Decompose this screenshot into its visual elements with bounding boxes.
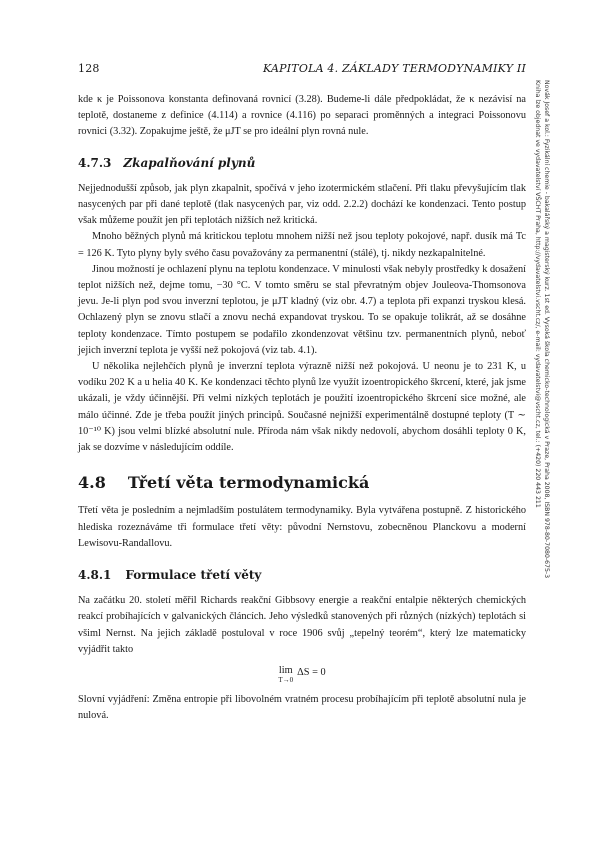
page-body [78, 92, 526, 725]
equation-body: ΔS = 0 [297, 667, 326, 679]
section-title: Zkapalňování plynů [123, 155, 256, 170]
section-number: 4.8.1 [78, 568, 112, 583]
page-header [78, 62, 526, 75]
lim-text: lim [278, 665, 293, 677]
paragraph: Nejjednodušší způsob, jak plyn zkapalnit, spočívá v jeho izotermickém stlačení. Při tlaku převyšujícím tlak nasycených par při dané teplotě (tlak nasycených par, viz odd. 2.2.2) dochází ke kondenzaci. Tento postup však můžeme použít jen při teplotách nižších než kritická. [78, 182, 526, 227]
section-number: 4.8 [78, 473, 106, 493]
paragraph: Jinou možností je ochlazení plynu na teplotu kondenzace. V minulosti však nebyly prostředky k dosažení teplot nižších než, dejme tomu, −30 °C. V tomto směru se stal převratným objev Jouleova-Thomsonova jevu. Je-li plyn pod svou inverzní teplotou, je μJT kladný (viz obr. 4.7) a teplota při expanzi tryskou klesá. Ochlazený plyn se znovu stlačí a znovu nechá expandovat tryskou. To se opakuje tolikrát, až se dosáhne teploty kondenzace. Tímto postupem se podařilo zkondenzovat většinu tzv. permanentních plynů, neboť jejich inverzní teplota je vyšší než pokojová (viz tab. 4.1). [78, 263, 527, 356]
section-heading-4-8 [78, 475, 526, 491]
section-heading-4-8-1 [78, 567, 526, 583]
running-title: KAPITOLA 4. ZÁKLADY TERMODYNAMIKY II [263, 62, 526, 75]
section-heading-4-7-3 [78, 155, 526, 171]
paragraph: Na začátku 20. století měřil Richards reakční Gibbsovy energie a reakční entalpie některých chemických reakcí probíhajících v galvanických článcích. Jeho výsledků stanovených při různých (nízkých) teplotách si všiml Nernst. Na jejich základě postuloval v roce 1906 svůj „tepelný teorém“, který lze matematicky vyjádřit takto [78, 595, 526, 655]
side-citation [533, 80, 551, 578]
paragraph: Slovní vyjádření: Změna entropie při libovolném vratném procesu probíhajícím při teplotě absolutní nula je nulová. [78, 694, 526, 722]
paragraph: Třetí věta je posledním a nejmladším postulátem termodynamiky. Byla vytvářena postupně. Z historického hlediska rozeznáváme tři formulace třetí věty: původní Nernstovu, zobecněnou Planckovu a moderní Lewisovu-Randallovu. [78, 505, 526, 549]
page-number: 128 [78, 62, 100, 75]
section-title: Formulace třetí věty [125, 568, 262, 583]
citation-line: Kniha lze objednat ve vydavatelství VŠCHT Praha, http://vydavatelstvi.vscht.cz/, e-mail: vydavatelstvi@vscht.cz, tel.: (+420) 220 443 211 [534, 80, 541, 508]
limit-operator [278, 665, 293, 684]
paragraph: Mnoho běžných plynů má kritickou teplotu mnohem nižší než jsou teploty pokojové, např. dusík má Tc = 126 K. Tyto plyny byly svého času považovány za permanentní (stálé), tj. nikdy nezkapalnitelné. [78, 231, 526, 259]
lim-subscript: T→0 [278, 676, 294, 685]
section-number: 4.7.3 [78, 155, 112, 170]
intro-paragraph: kde κ je Poissonova konstanta definovaná rovnicí (3.28). Budeme-li dále předpokládat, že κ nezávisí na teplotě, dostaneme z definice (4.114) a rovnice (4.116) po separaci proměnných a integraci Poissonovu rovnici (3.32). Zopakujme ještě, že μJT se pro ideální plyn rovná nule. [78, 94, 526, 138]
section-title: Třetí věta termodynamická [127, 473, 370, 493]
citation-line: Novák Josef a kol.: Fyzikální chemie - bakalářský a magisterský kurz. 1st ed. Vysoká škola chemicko-technologická v Praze, Praha 2008, ISBN 978-80-7080-675-3 [543, 80, 550, 579]
paragraph: U několika nejlehčích plynů je inverzní teplota výrazně nižší než pokojová. U neonu je to 231 K, u vodíku 202 K a u helia 40 K. Ke kondenzaci těchto plynů lze využít izoentropického škrcení, které, jak jsme ukázali, je vždy účinnější. Při velmi nízkých teplotách je použití izoentropického škrcení sice možné, ale málo účinné. Zde je třeba použít jiných principů. Současné nejnižší experimentálně dostupné teploty (T ∼ 10⁻¹⁰ K) jsou velmi blízké absolutní nule. Příroda nám však nikdy nedovolí, abychom dosáhli teploty 0 K, jak se dozvíme v následujícím oddíle. [78, 361, 526, 454]
equation-nernst [78, 665, 526, 684]
